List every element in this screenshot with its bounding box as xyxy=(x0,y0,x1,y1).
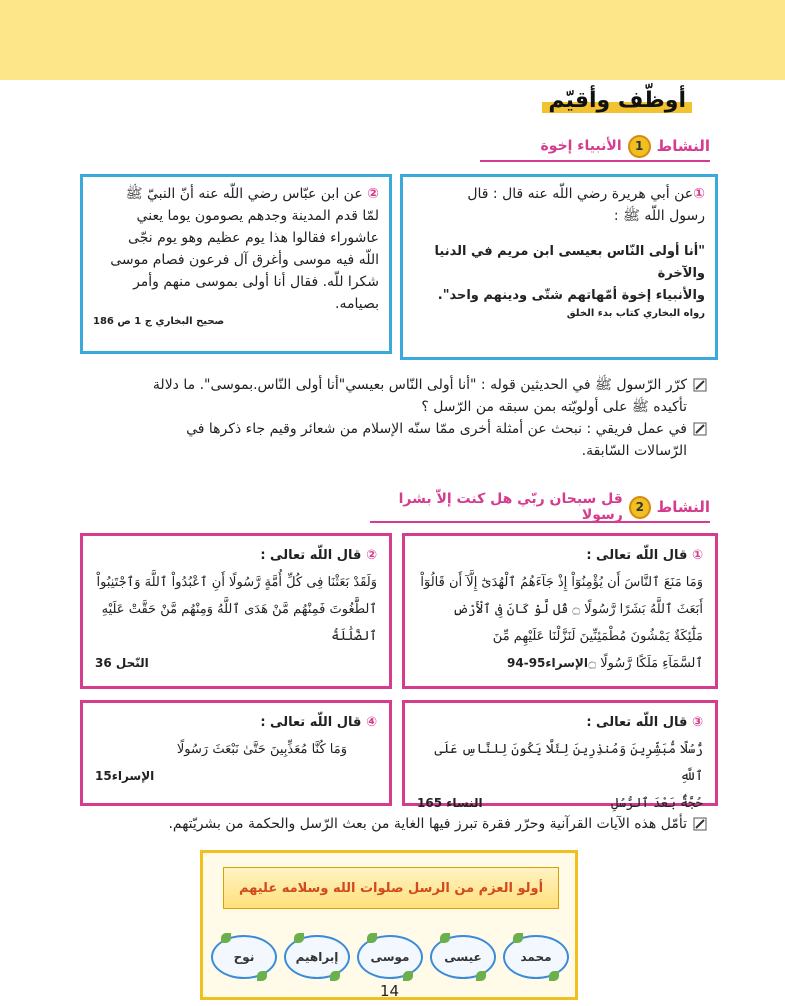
verse-reference: الإسراء95-94 xyxy=(507,656,588,670)
verse-reference: النساء 165 xyxy=(417,796,483,810)
hadith-text-line: شكرا للّه. فقال أنا أولى بموسى منهم وأمر xyxy=(133,274,379,290)
verse-line: مَلَٰٓئِكَةٌ يَمْشُونَ مُطْمَئِنِّينَ لَنَزَّلْنَا عَلَيْهِم مِّنَ xyxy=(492,629,703,644)
activity-number-badge: 2 xyxy=(629,496,651,519)
activity-label: النشاط xyxy=(656,498,710,516)
task-text: تأمّل هذه الآيات القرآنية وحرّر فقرة تبرز فيها الغاية من بعث الرّسل والحكمة من بشريّتهم. xyxy=(168,816,687,832)
activity-2-task xyxy=(67,813,707,835)
hadith-box-1 xyxy=(400,174,718,360)
prophet-oval: محمد xyxy=(503,935,569,979)
hadith-text-line: لمّا قدم المدينة وجدهم يصومون يوما يعني xyxy=(136,208,379,224)
task-text: الرّسالات السّابقة. xyxy=(581,443,687,459)
verse-box-4 xyxy=(80,700,392,806)
prophets-list xyxy=(211,935,569,985)
verse-reference: الإسراء15 xyxy=(95,769,155,783)
activity-1-header xyxy=(480,134,710,162)
item-marker: ② xyxy=(365,548,377,563)
hadith-quote-line: والأنبياء إخوة أمّهاتهم شتّى ودينهم واحد". xyxy=(437,288,705,303)
activity-title: قل سبحان ربّي هل كنت إلاّ بشرا رسولا xyxy=(398,491,623,523)
verse-heading: قال اللّه تعالى : xyxy=(586,715,688,730)
hadith-text-line: عن ابن عبّاس رضي اللّه عنه أنّ النبيّ ﷺ xyxy=(125,186,363,202)
task-text: في عمل فريقي : نبحث عن أمثلة أخرى ممّا سنّه الإسلام من شعائر وقيم جاء ذكرها في xyxy=(186,421,687,437)
activity-title: الأنبياء إخوة xyxy=(540,138,622,154)
item-marker: ③ xyxy=(691,715,703,730)
section-title: أوظّف وأقيّم xyxy=(542,88,692,113)
hadith-source: صحيح البخاري ج 1 ص 186 xyxy=(93,316,225,327)
pencil-icon xyxy=(693,817,707,831)
verse-box-3 xyxy=(402,700,718,811)
prophet-oval: عيسى xyxy=(430,935,496,979)
verse-line: ٱلطَّٰغُوتَ فَمِنْهُم مَّنْ هَدَى ٱللَّهُ وَمِنْهُم مَّنْ حَقَّتْ عَلَيْهِ xyxy=(101,602,377,617)
hadith-box-2 xyxy=(80,174,392,354)
task-text: كرّر الرّسول ﷺ في الحديثين قوله : "أنا أولى النّاس بعيسي"أنا أولى النّاس.بموسى". ما دلالة xyxy=(152,377,687,393)
pencil-icon xyxy=(693,378,707,392)
top-color-band xyxy=(0,0,785,80)
hadith-quote-line: "أنا أولى النّاس بعيسى ابن مريم في الدنيا والآخرة xyxy=(434,244,705,281)
verse-line: رُّسُلًا مُّبَشِّرِينَ وَمُنذِرِينَ لِئَلَّا يَكُونَ لِلنَّاسِ عَلَى ٱللَّهِ xyxy=(434,742,703,784)
verse-line: وَمَا كُنَّا مُعَذِّبِينَ حَتَّىٰ نَبْعَثَ رَسُولًا xyxy=(176,742,347,757)
verse-line: ٱلسَّمَآءِ مَلَكًا رَّسُولًا ۝ xyxy=(588,656,703,671)
page-number: 14 xyxy=(380,982,400,1000)
verse-line: ٱلضَّلَٰلَةُ xyxy=(331,629,377,644)
verse-reference: النّحل 36 xyxy=(95,656,149,670)
verse-heading: قال اللّه تعالى : xyxy=(586,548,688,563)
prophet-oval: نوح xyxy=(211,935,277,979)
verse-box-2 xyxy=(80,533,392,689)
verse-box-1 xyxy=(402,533,718,689)
hadith-text-line: اللّه فيه موسى وأغرق آل فرعون فصام موسى xyxy=(110,252,379,268)
hadith-text-line: عاشوراء فقالوا هذا يوم عظيم وهو يوم نجّى xyxy=(128,230,379,246)
prophets-frame xyxy=(200,850,578,1000)
item-marker: ① xyxy=(691,548,703,563)
hadith-source: رواه البخاري كتاب بدء الخلق xyxy=(566,308,705,319)
verse-heading: قال اللّه تعالى : xyxy=(260,715,362,730)
item-marker: ① xyxy=(693,186,705,202)
hadith-text-line: بصيامه. xyxy=(335,296,379,312)
verse-line: وَلَقَدْ بَعَثْنَا فِى كُلِّ أُمَّةٍ رَّسُولًا أَنِ ٱعْبُدُواْ ٱللَّهَ وَٱجْتَنِبُواْ xyxy=(96,575,377,590)
hadith-text-line: عن أبي هريرة رضي اللّه عنه قال : قال xyxy=(467,186,694,202)
verse-heading: قال اللّه تعالى : xyxy=(260,548,362,563)
task-text: تأكيده ﷺ على أولويّته بمن سبقه من الرّسل ؟ xyxy=(421,399,687,415)
prophet-oval: موسى xyxy=(357,935,423,979)
verse-line: وَمَا مَنَعَ ٱلنَّاسَ أَن يُؤْمِنُوٓاْ إِذْ جَآءَهُمُ ٱلْهُدَىٰٓ إِلَّآ أَن قَالُوٓاْ xyxy=(420,575,703,590)
verse-line: حُجَّةٌۢ بَعْدَ ٱلرُّسُلِ xyxy=(610,796,703,811)
item-marker: ② xyxy=(367,186,379,202)
hadith-text-line: رسول اللّه ﷺ : xyxy=(613,208,705,224)
item-marker: ④ xyxy=(365,715,377,730)
activity-number-badge: 1 xyxy=(628,135,651,158)
prophets-banner: أولو العزم من الرسل صلوات الله وسلامه عليهم xyxy=(223,867,559,909)
verse-line: أَبَعَثَ ٱللَّهُ بَشَرًا رَّسُولًا ۝ قُل لَّوْ كَانَ فِى ٱلْأَرْضِ xyxy=(452,602,703,617)
activity-label: النشاط xyxy=(656,137,710,155)
activity-2-header xyxy=(370,491,710,523)
prophet-oval: إبراهيم xyxy=(284,935,350,979)
activity-1-tasks xyxy=(67,374,707,462)
pencil-icon xyxy=(693,422,707,436)
